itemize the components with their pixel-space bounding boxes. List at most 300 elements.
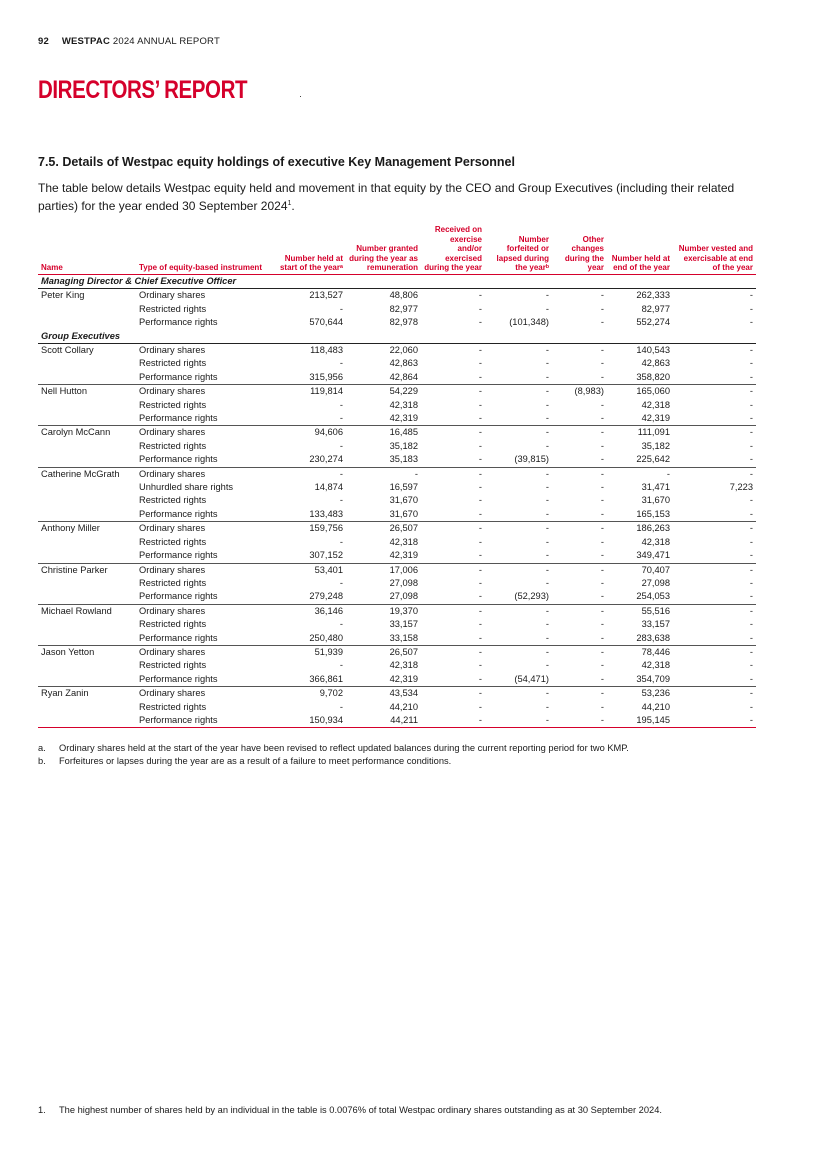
value-cell: 26,507 [346, 522, 421, 536]
value-cell: 283,638 [636, 632, 670, 643]
table-row [38, 645, 756, 659]
value-cell: 111,091 [607, 426, 673, 440]
value-cell: 366,861 [309, 673, 343, 684]
person-name: Nell Hutton [38, 385, 136, 399]
value-cell: 254,053 [636, 591, 670, 602]
value-cell: - [600, 290, 604, 301]
value-cell: - [749, 673, 753, 684]
value-cell: - [485, 687, 552, 701]
value-cell: - [600, 495, 604, 506]
value-cell: - [421, 687, 485, 701]
value-cell: - [552, 563, 607, 577]
page-title: DIRECTORS’ REPORT [38, 76, 248, 104]
table-row [38, 357, 756, 370]
value-cell: - [600, 550, 604, 561]
table-row [38, 467, 756, 481]
value-cell: - [600, 619, 604, 630]
instrument-type: Restricted rights [139, 701, 207, 712]
instrument-type: Performance rights [139, 413, 218, 424]
value-cell: 43,534 [346, 687, 421, 701]
value-cell: 33,157 [641, 619, 670, 630]
value-cell: 133,483 [309, 508, 343, 519]
value-cell: - [749, 508, 753, 519]
value-cell: - [600, 303, 604, 314]
value-cell: - [673, 687, 756, 701]
value-cell: - [478, 632, 482, 643]
value-cell: 17,006 [346, 563, 421, 577]
value-cell: - [600, 440, 604, 451]
value-cell: - [478, 290, 482, 301]
value-cell: - [607, 467, 673, 481]
instrument-type: Performance rights [139, 632, 218, 643]
value-cell: 42,863 [389, 358, 418, 369]
value-cell: - [339, 577, 343, 588]
value-cell: - [600, 358, 604, 369]
table-row [38, 453, 756, 467]
value-cell: 26,507 [346, 645, 421, 659]
footnote-key: 1. [38, 1105, 46, 1115]
value-cell: - [749, 495, 753, 506]
value-cell: - [552, 604, 607, 618]
note-b [38, 755, 629, 768]
instrument-type: Performance rights [139, 673, 218, 684]
value-cell: 42,319 [389, 550, 418, 561]
value-cell: - [478, 482, 482, 493]
value-cell: - [749, 399, 753, 410]
person-name: Carolyn McCann [38, 426, 136, 440]
value-cell: 27,098 [641, 577, 670, 588]
table-row [38, 303, 756, 316]
empty-cell [38, 577, 136, 590]
value-cell: 16,597 [389, 482, 418, 493]
value-cell: 42,319 [389, 413, 418, 424]
value-cell: 42,318 [641, 399, 670, 410]
page-header [38, 36, 220, 47]
value-cell: - [478, 495, 482, 506]
empty-cell [38, 632, 136, 646]
value-cell: 70,407 [607, 563, 673, 577]
section-title: 7.5. Details of Westpac equity holdings of executive Key Management Personnel [38, 155, 515, 169]
value-cell: 35,183 [389, 454, 418, 465]
instrument-type: Ordinary shares [136, 522, 276, 536]
value-cell: - [749, 591, 753, 602]
value-cell: - [339, 413, 343, 424]
column-header: Type of equity-based instrument [136, 225, 276, 274]
value-cell: - [552, 645, 607, 659]
person-name: Michael Rowland [38, 604, 136, 618]
value-cell: - [478, 454, 482, 465]
value-cell: - [478, 413, 482, 424]
value-cell: 230,274 [309, 454, 343, 465]
value-cell: 570,644 [309, 317, 343, 328]
value-cell: 42,318 [389, 660, 418, 671]
value-cell: - [673, 385, 756, 399]
instrument-type: Performance rights [139, 454, 218, 465]
value-cell: 315,956 [309, 371, 343, 382]
table-row [38, 618, 756, 631]
value-cell: - [478, 591, 482, 602]
value-cell: - [749, 358, 753, 369]
value-cell: 262,333 [636, 290, 670, 301]
value-cell: 48,806 [389, 290, 418, 301]
value-cell: 195,145 [607, 714, 673, 728]
value-cell: 250,480 [309, 632, 343, 643]
intro-text: The table below details Westpac equity held and movement in that equity by the CEO and Group Executives (including their related parties) for the year ended 30 September 2024 [38, 181, 735, 213]
value-cell: 31,670 [389, 508, 418, 519]
value-cell: 31,471 [641, 482, 670, 493]
value-cell: - [749, 577, 753, 588]
value-cell: - [485, 563, 552, 577]
table-row [38, 549, 756, 563]
instrument-type: Ordinary shares [139, 345, 206, 355]
value-cell: - [552, 714, 607, 728]
value-cell: - [545, 413, 549, 424]
value-cell: 27,098 [389, 591, 418, 602]
value-cell: - [545, 440, 549, 451]
group-label: Group Executives [38, 330, 756, 344]
value-cell: 279,248 [309, 591, 343, 602]
table-row [38, 481, 756, 494]
equity-holdings-table [38, 225, 756, 728]
empty-cell [38, 701, 136, 714]
table-row [38, 385, 756, 399]
column-header: Number forfeited or lapsed during the yearᵇ [485, 225, 552, 274]
value-cell: - [478, 440, 482, 451]
table-header-row [38, 225, 756, 274]
group-row [38, 330, 756, 344]
table-row [38, 687, 756, 701]
empty-cell [38, 412, 136, 426]
intro-end: . [291, 199, 295, 213]
table-row [38, 399, 756, 412]
table-row [38, 536, 756, 549]
table-row [38, 604, 756, 618]
value-cell: 36,146 [276, 604, 346, 618]
value-cell: 35,182 [641, 440, 670, 451]
value-cell: - [545, 495, 549, 506]
instrument-type: Ordinary shares [136, 426, 276, 440]
value-cell: 119,814 [276, 385, 346, 399]
table-body [38, 274, 756, 727]
page-footnote [38, 1104, 699, 1116]
value-cell: 35,182 [389, 440, 418, 451]
value-cell: 140,543 [636, 345, 670, 355]
value-cell: - [478, 536, 482, 547]
value-cell: 225,642 [636, 454, 670, 465]
group-row [38, 274, 756, 288]
instrument-type: Restricted rights [139, 536, 207, 547]
value-cell: 22,060 [389, 345, 418, 355]
intro-paragraph [38, 181, 758, 214]
table-row [38, 289, 756, 303]
note-key: a. [38, 743, 46, 753]
empty-cell [38, 303, 136, 316]
value-cell: 33,158 [389, 632, 418, 643]
instrument-type: Restricted rights [139, 495, 207, 506]
person-name: Peter King [41, 290, 85, 301]
value-cell: 165,060 [607, 385, 673, 399]
value-cell: - [478, 701, 482, 712]
instrument-type: Restricted rights [139, 440, 207, 451]
value-cell: - [673, 563, 756, 577]
instrument-type: Restricted rights [139, 399, 207, 410]
instrument-type: Ordinary shares [139, 290, 206, 301]
empty-cell [38, 357, 136, 370]
instrument-type: Performance rights [139, 508, 218, 519]
column-header: Name [38, 225, 136, 274]
value-cell: - [339, 536, 343, 547]
empty-cell [38, 673, 136, 687]
note-a [38, 742, 629, 755]
value-cell: 14,874 [314, 482, 343, 493]
value-cell: - [276, 467, 346, 481]
value-cell: - [346, 467, 421, 481]
value-cell: 44,211 [346, 714, 421, 728]
person-name: Anthony Miller [38, 522, 136, 536]
value-cell: - [600, 701, 604, 712]
table-row [38, 440, 756, 453]
value-cell: - [478, 345, 482, 355]
value-cell: - [421, 645, 485, 659]
value-cell: - [600, 317, 604, 328]
value-cell: 33,157 [389, 619, 418, 630]
empty-cell [38, 590, 136, 604]
value-cell: - [600, 632, 604, 643]
value-cell: - [600, 413, 604, 424]
value-cell: 94,606 [276, 426, 346, 440]
value-cell: 42,319 [641, 413, 670, 424]
value-cell: - [478, 371, 482, 382]
value-cell: - [485, 467, 552, 481]
value-cell: - [749, 290, 753, 301]
table-row [38, 508, 756, 522]
instrument-type: Ordinary shares [136, 604, 276, 618]
value-cell: 7,223 [729, 482, 753, 493]
value-cell: 82,977 [641, 303, 670, 314]
report-name: 2024 ANNUAL REPORT [112, 36, 220, 47]
value-cell: 31,670 [389, 495, 418, 506]
value-cell: - [749, 303, 753, 314]
value-cell: 42,318 [641, 536, 670, 547]
value-cell: - [600, 399, 604, 410]
value-cell: - [545, 536, 549, 547]
value-cell: - [749, 413, 753, 424]
note-text: Ordinary shares held at the start of the year have been revised to reflect updated balances during the current reporting period for two KMP. [59, 743, 629, 753]
value-cell: - [552, 467, 607, 481]
value-cell: - [478, 577, 482, 588]
instrument-type: Performance rights [139, 591, 218, 602]
value-cell: - [673, 426, 756, 440]
empty-cell [38, 453, 136, 467]
instrument-type: Restricted rights [139, 577, 207, 588]
value-cell: - [749, 454, 753, 465]
table-row [38, 701, 756, 714]
value-cell: 82,977 [389, 303, 418, 314]
value-cell: - [600, 591, 604, 602]
value-cell: 165,153 [636, 508, 670, 519]
table-row [38, 426, 756, 440]
value-cell: - [339, 495, 343, 506]
empty-cell [38, 536, 136, 549]
value-cell: - [552, 426, 607, 440]
table-row [38, 344, 756, 358]
value-cell: - [339, 701, 343, 712]
value-cell: 51,939 [276, 645, 346, 659]
value-cell: - [485, 426, 552, 440]
value-cell: - [339, 358, 343, 369]
value-cell: - [478, 303, 482, 314]
instrument-type: Performance rights [139, 550, 218, 561]
table-row [38, 577, 756, 590]
value-cell: 27,098 [389, 577, 418, 588]
value-cell: 358,820 [636, 371, 670, 382]
empty-cell [38, 494, 136, 507]
value-cell: 213,527 [309, 290, 343, 301]
value-cell: 42,318 [389, 536, 418, 547]
value-cell: - [545, 660, 549, 671]
value-cell: - [478, 673, 482, 684]
value-cell: 31,670 [641, 495, 670, 506]
value-cell: 44,210 [389, 701, 418, 712]
value-cell: - [749, 371, 753, 382]
value-cell: - [478, 508, 482, 519]
value-cell: (39,815) [514, 454, 549, 465]
value-cell: 186,263 [607, 522, 673, 536]
value-cell: - [545, 701, 549, 712]
table-row [38, 522, 756, 536]
decorative-dot [300, 96, 301, 97]
intro-footnote-ref: 1 [287, 200, 292, 207]
value-cell: - [749, 701, 753, 712]
empty-cell [38, 481, 136, 494]
value-cell: 82,978 [389, 317, 418, 328]
value-cell: 307,152 [309, 550, 343, 561]
table-row [38, 590, 756, 604]
value-cell: - [600, 454, 604, 465]
note-text: Forfeitures or lapses during the year are as a result of a failure to meet performance conditions. [59, 756, 452, 766]
value-cell: - [673, 645, 756, 659]
value-cell: 159,756 [276, 522, 346, 536]
column-header: Number held at start of the yearᵃ [276, 225, 346, 274]
empty-cell [38, 316, 136, 329]
value-cell: - [552, 687, 607, 701]
value-cell: - [552, 522, 607, 536]
value-cell: 354,709 [636, 673, 670, 684]
instrument-type: Unhurdled share rights [139, 482, 234, 493]
value-cell: - [478, 660, 482, 671]
value-cell: - [545, 550, 549, 561]
value-cell: - [749, 660, 753, 671]
value-cell: - [749, 550, 753, 561]
table-row [38, 563, 756, 577]
value-cell: (52,293) [514, 591, 549, 602]
value-cell: - [545, 371, 549, 382]
empty-cell [38, 440, 136, 453]
value-cell: - [545, 632, 549, 643]
value-cell: - [545, 303, 549, 314]
value-cell: 42,318 [389, 399, 418, 410]
person-name: Scott Collary [41, 345, 94, 355]
value-cell: 552,274 [636, 317, 670, 328]
instrument-type: Performance rights [139, 317, 218, 328]
value-cell: - [673, 467, 756, 481]
value-cell: - [749, 536, 753, 547]
value-cell: - [749, 317, 753, 328]
value-cell: 44,210 [641, 701, 670, 712]
value-cell: - [421, 385, 485, 399]
value-cell: - [485, 522, 552, 536]
value-cell: - [600, 508, 604, 519]
value-cell: - [478, 399, 482, 410]
instrument-type: Ordinary shares [136, 563, 276, 577]
value-cell: 9,702 [276, 687, 346, 701]
table-row [38, 371, 756, 385]
value-cell: - [478, 550, 482, 561]
empty-cell [38, 399, 136, 412]
column-header: Received on exercise and/or exercised during the year [421, 225, 485, 274]
table-row [38, 659, 756, 672]
value-cell: 55,516 [607, 604, 673, 618]
value-cell: - [339, 619, 343, 630]
table-row [38, 673, 756, 687]
value-cell: 53,401 [276, 563, 346, 577]
value-cell: - [339, 440, 343, 451]
value-cell: - [673, 522, 756, 536]
value-cell: - [485, 645, 552, 659]
table-row [38, 632, 756, 646]
value-cell: - [600, 673, 604, 684]
value-cell: - [421, 467, 485, 481]
value-cell: - [749, 632, 753, 643]
value-cell: 53,236 [607, 687, 673, 701]
value-cell: - [478, 317, 482, 328]
value-cell: 42,319 [389, 673, 418, 684]
value-cell: - [600, 345, 604, 355]
person-name: Jason Yetton [38, 645, 136, 659]
column-header: Number held at end of the year [607, 225, 673, 274]
empty-cell [38, 371, 136, 385]
value-cell: 54,229 [346, 385, 421, 399]
value-cell: 349,471 [636, 550, 670, 561]
value-cell: - [339, 399, 343, 410]
table-notes [38, 742, 629, 768]
instrument-type: Restricted rights [139, 660, 207, 671]
value-cell: 42,863 [641, 358, 670, 369]
person-name: Christine Parker [38, 563, 136, 577]
note-key: b. [38, 756, 46, 766]
empty-cell [38, 659, 136, 672]
value-cell: - [600, 660, 604, 671]
value-cell: - [545, 290, 549, 301]
value-cell: - [339, 660, 343, 671]
value-cell: - [749, 619, 753, 630]
value-cell: - [485, 385, 552, 399]
instrument-type: Ordinary shares [136, 385, 276, 399]
value-cell: - [485, 714, 552, 728]
instrument-type: Restricted rights [139, 619, 207, 630]
instrument-type: Ordinary shares [136, 467, 276, 481]
empty-cell [38, 714, 136, 728]
value-cell: - [485, 604, 552, 618]
instrument-type: Performance rights [139, 371, 218, 382]
value-cell: 118,483 [310, 345, 343, 355]
table-row [38, 714, 756, 728]
value-cell: - [545, 508, 549, 519]
value-cell: - [673, 604, 756, 618]
value-cell: - [749, 440, 753, 451]
column-header: Number granted during the year as remuneration [346, 225, 421, 274]
column-header: Number vested and exercisable at end of the year [673, 225, 756, 274]
